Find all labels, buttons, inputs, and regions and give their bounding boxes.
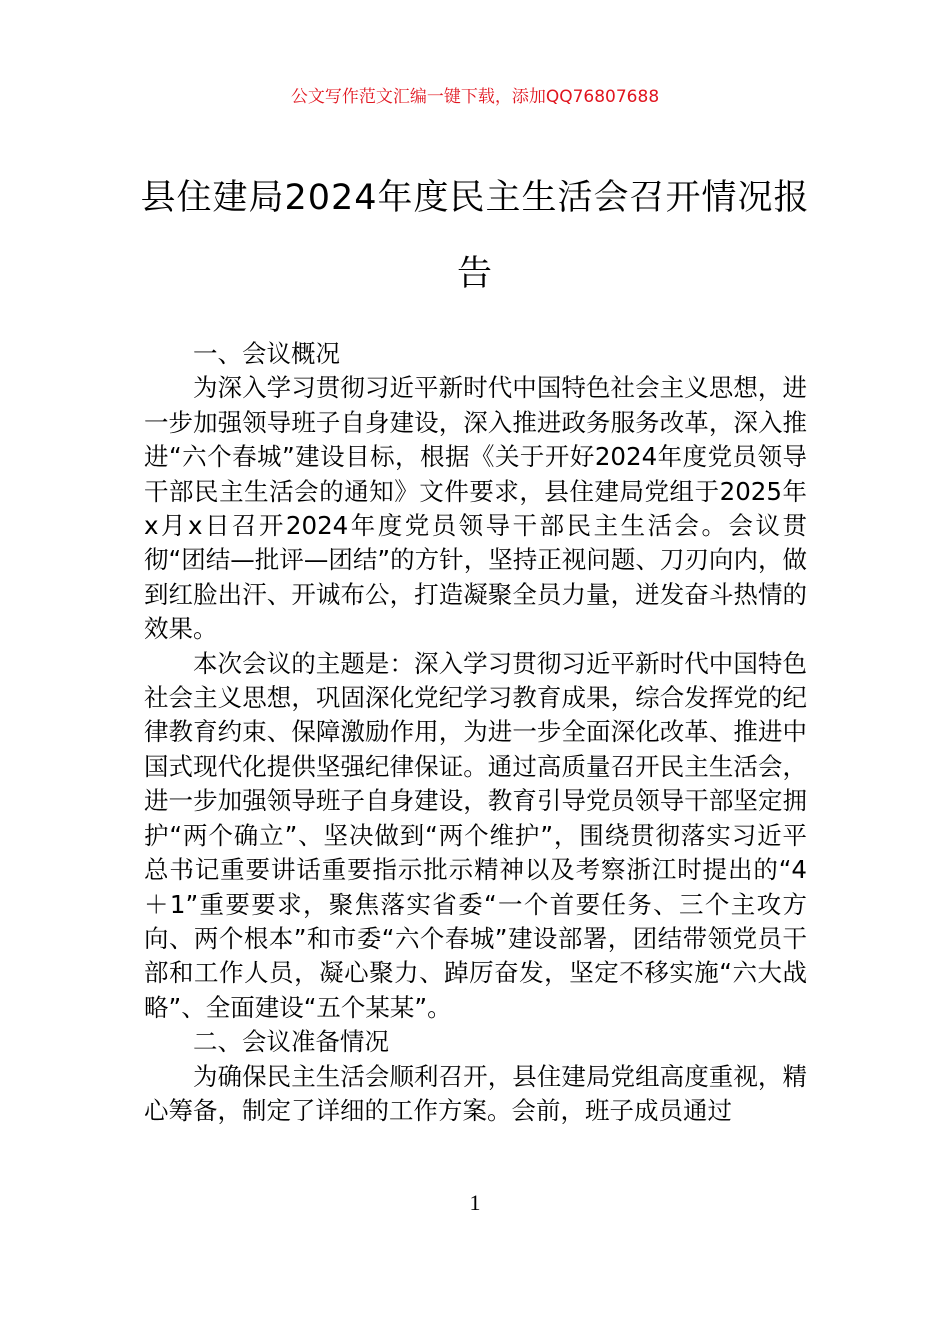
paragraph-meeting-theme: 本次会议的主题是：深入学习贯彻习近平新时代中国特色社会主义思想，巩固深化党纪学习教育成果，综合发挥党的纪律教育约束、保障激励作用，为进一步全面深化改革、推进中国式现代化提供坚强纪律保证。通过高质量召开民主生活会，进一步加强领导班子自身建设，教育引导党员领导干部坚定拥护“两个确立”、坚决做到“两个维护”，围绕贯彻落实习近平总书记重要讲话重要指示批示精神以及考察浙江时提出的“4＋1”重要要求，聚焦落实省委“一个首要任务、三个主攻方向、两个根本”和市委“六个春城”建设部署，团结带领党员干部和工作人员，凝心聚力、踔厉奋发，坚定不移实施“六大战略”、全面建设“五个某某”。	[144, 648, 807, 1022]
paragraph-meeting-overview: 为深入学习贯彻习近平新时代中国特色社会主义思想，进一步加强领导班子自身建设，深入推进政务服务改革，深入推进“六个春城”建设目标，根据《关于开好2024年度党员领导干部民主生活会的通知》文件要求，县住建局党组于2025年x月x日召开2024年度党员领导干部民主生活会。会议贯彻“团结—批评—团结”的方针，坚持正视问题、刀刃向内，做到红脸出汗、开诚布公，打造凝聚全员力量，迸发奋斗热情的效果。	[144, 373, 807, 644]
download-notice: 公文写作范文汇编一键下载，添加QQ76807688	[290, 87, 660, 107]
document-title: 县住建局2024年度民主生活会召开情况报告	[140, 178, 810, 294]
section-heading-overview: 一、会议概况	[193, 339, 340, 368]
document-body	[144, 337, 807, 1128]
page-number: 1	[469, 1190, 481, 1215]
paragraph-preparation: 为确保民主生活会顺利召开，县住建局党组高度重视，精心筹备，制定了详细的工作方案。会前，班子成员通过	[144, 1061, 807, 1125]
section-heading-preparation: 二、会议准备情况	[193, 1027, 389, 1057]
